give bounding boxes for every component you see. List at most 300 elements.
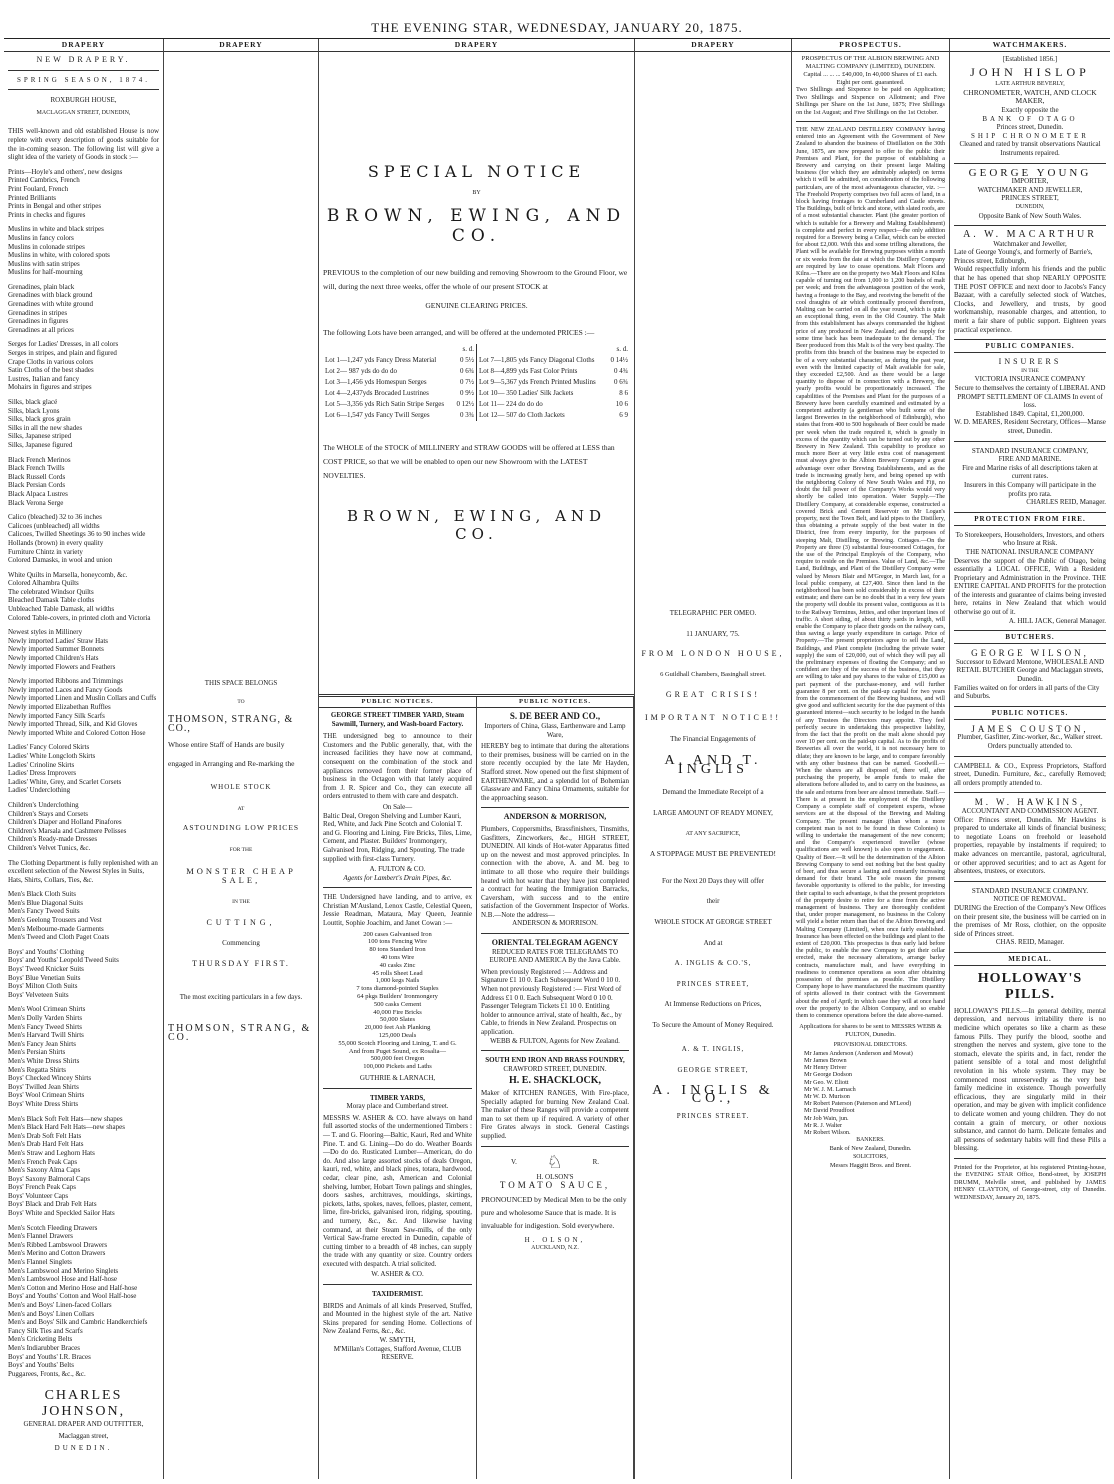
ad-line: At Immense Reductions on Prices, xyxy=(664,1000,762,1009)
ad-line: Established 1849. Capital, £1,200,000. xyxy=(975,409,1085,418)
goods-item: Men's Scotch Fleeding Drawers xyxy=(8,1223,98,1232)
ad-line: STANDARD INSURANCE COMPANY, xyxy=(971,446,1089,455)
goods-item: Silks, black gros grain xyxy=(8,415,71,424)
goods-group xyxy=(8,456,159,508)
goods-item: Newly imported Ribbons and Trimmings xyxy=(8,677,124,686)
ad-line: SHIP CHRONOMETER xyxy=(971,131,1089,140)
goods-item: Boys' and Youths' I.R. Braces xyxy=(8,1352,91,1361)
item-line: 40,000 Fire Bricks xyxy=(373,1008,422,1016)
goods-item: Silks, Japanese figured xyxy=(8,440,73,449)
goods-item: Men's and Boys' Linen Collars xyxy=(8,1309,95,1318)
item-line: 500 casks Cement xyxy=(373,1000,422,1008)
goods-item: Men's and Boys' Silk and Cambric Handkerchiefs xyxy=(8,1318,148,1327)
item-line: 40 tons Wire xyxy=(380,954,415,962)
ad-line: CHARLES REID, Manager. xyxy=(1026,498,1106,507)
column-heading: PUBLIC NOTICES. xyxy=(319,697,476,708)
coat-of-arms-icon: ♘ xyxy=(546,1151,563,1173)
goods-item: Men's Merino and Cotton Drawers xyxy=(8,1249,106,1258)
ad-line: The Financial Engagements of xyxy=(670,734,756,743)
goods-item: Men's French Peak Caps xyxy=(8,1157,78,1166)
goods-item: Boys' Blue Venetian Suits xyxy=(8,973,81,982)
goods-item: Boys' Tweed Knicker Suits xyxy=(8,965,84,974)
goods-item: Printed Brilliants xyxy=(8,193,57,202)
sd-label: s. d. xyxy=(462,345,474,354)
notice-title: S. DE BEER AND CO., xyxy=(509,711,601,721)
goods-item: Newest styles in Millinery xyxy=(8,628,83,637)
inglis-ad xyxy=(639,609,787,1120)
item-line: 80 tons Standard Iron xyxy=(369,946,426,954)
ad-line: Fire and Marine risks of all descriptions taken at current rates. xyxy=(962,463,1098,481)
goods-item: Newly imported Elizabethan Ruffles xyxy=(8,703,111,711)
clearing-prices: GENUINE CLEARING PRICES. xyxy=(425,300,528,310)
goods-item: Men's Black Soft Felt Hats—new shapes xyxy=(8,1114,123,1123)
goods-item: Men's Flannel Singlets xyxy=(8,1258,72,1267)
ad-line: A STOPPAGE MUST BE PREVENTED! xyxy=(649,849,777,859)
lot-row xyxy=(323,366,476,377)
column-heading: PUBLIC NOTICES. xyxy=(477,697,633,708)
notice-body: THE Undersigned have landing, and to arrive, ex Christian M'Ausland, Lenox Castle, Celestial Queen, Jessie Readman, Mataura, May Queen, Jeannie Louttit, Sophie Joachim, and Janet Cowan :— xyxy=(323,893,472,928)
goods-item: White Quilts in Marsella, honeycomb, &c. xyxy=(8,570,128,579)
lot-name: Lot 10— 350 Ladies' Silk Jackets xyxy=(479,389,574,398)
prospectus-title: PROSPECTUS OF THE ALBION BREWING AND MALTING COMPANY (LIMITED), DUNEDIN. xyxy=(801,55,940,70)
lot-price: 0 4¾ xyxy=(614,367,628,376)
lot-name: Lot 9—5,367 yds French Printed Muslins xyxy=(479,378,596,387)
goods-group xyxy=(8,225,159,277)
notice-title: ORIENTAL TELEGRAM AGENCY xyxy=(491,938,619,948)
ad-line: THIS SPACE BELONGS xyxy=(204,679,278,687)
ad-line: VICTORIA INSURANCE COMPANY xyxy=(974,375,1086,384)
goods-item: Newly imported Flowers and Feathers xyxy=(8,662,116,671)
goods-item: Boys' Checked Wincey Shirts xyxy=(8,1074,92,1083)
goods-group xyxy=(8,859,159,885)
notice-body: Plumbers, Coppersmiths, Brassfinishers, Tinsmiths, Gasfitters, Zincworkers, &c., HIGH STREET, DUNEDIN. All kinds of Hot-water Apparatus fitted up on the newest and most approved principles. In connection with the above, A. and M. beg to intimate to all those who require their buildings heated with hot water that they have just completed a contract for heating the Immigration Barracks, Caversham, with success and to the entire satisfaction of the Government Inspector of Works. N.B.—Note the address— xyxy=(481,824,629,919)
goods-item: Boys' French Peak Caps xyxy=(8,1183,76,1192)
goods-item: Men's Melbourne-made Garments xyxy=(8,924,104,933)
ad-title: NEW DRAPERY. xyxy=(36,55,131,64)
royal-crest xyxy=(481,1152,629,1173)
goods-item: Black Alpaca Lustres xyxy=(8,489,68,498)
goods-item: Ladies' Underclothing xyxy=(8,786,71,795)
section-heading: PUBLIC NOTICES. xyxy=(954,706,1106,720)
firm-name: BROWN, EWING, AND CO. xyxy=(326,205,627,246)
notice-signature-sub: M'Millan's Cottages, Stafford Avenue, CLUB RESERVE. xyxy=(333,1344,462,1362)
goods-group xyxy=(8,398,159,450)
prospectus-body: THE NEW ZEALAND DISTILLERY COMPANY having entered into an Agreement with the Government of New Zealand to abandon the business of Distillation on the 30th June, 1875, are now prepared to offer to the public their Premises and Plant, for the purpose of establishing a Brewery and carrying on their present large Malting business (for which they are admirably adapted) on terms which it will be admitted, on consideration of the following particulars, are of the most advantageous character, viz. :— The Freehold Property comprises two full acres of land, in a block having frontages to Cumberland and Castle streets. The Buildings, built of brick and stone, with slated roofs, are of a most substantial character. Plant (the greater portion of which is suitable for a Brewery and Malting Establishment) is complete and perfect in every respect—the only addition required for a Brewery being a Cellar, which can be erected for about £2,000. With this and some trifling alterations, the Plant will be available for Brewing purposes within a month or six weeks from the date at which the Distillery Company are required by law to cease operations. Malt Floors and Kilns.—There are on the property two Malt Floors and Kilns capable of turning out from 1,000 to 1,200 bushels of malt per week; and from the advantageous position of the work, having a frontage to the Bay, and receiving the benefit of the cool draughts of air which continually proceed therefrom, Malting can be carried on all the year round, which is quite an exceptional thing, even in the Old Country. The Malt from this establishment has always commanded the highest price of any produced in New Zealand; and the supply for some time back has been inadequate to the demand. The Beer produced from this Malt is of the very best quality. The profits from this branch of the business may be expected to be of a very substantial character, as during the past year, even with the limited capacity of Malt available for sale, they exceeded £2,500. And as there would be a large quantity to dispose of in connection with a Brewery, the yearly profits would be proportionately increased. The capabilities of the Premises and Plant for the purposes of a Brewery have been carefully examined and estimated by a competent authority (a gentleman who built some of the largest Breweries in the neighborhood of Edinburgh), who states that from 400 to 500 hogsheads of Beer could be made per week when the trade required it, which is greatly in excess of the quantity which can be turned out by any other Brewery in New Zealand. This capability to produce so much more Beer at very little extra cost of management must always give to the Albion Brewery Company a great advantage over other Brewing Establishments, and as the trade is increasing greatly here, and being opened up with the neighboring Colony of New South Wales and Fiji, no doubt the full power of the Company's Works would very shortly be called into operation. Water Supply.—The Distillery Company, at considerable expense, constructed a covered Brick and Cement Reservoir on Mr Logan's property, next the Town Belt, and laid pipes to the Distillery, thus obtaining a private supply of the best water in the District, free from every impurity, for the purposes of steeping Malt, Distilling, or Brewing. Cottages.—On the Property are three (3) substantial four-roomed Cottages, for the use of the Principal Employés of the Company, who require to reside on the Premises. Value of Land, &c.—The Land, Buildings, and Plant of the Distillery Company were valued by Messrs Blair and M'Gregor, in March last, for a local public company, at £27,400. Since then land in the neighborhood has been sold considerably in excess of their estimate; and there can be no doubt that in a very few years the property will double its present value, contiguous as it is to the Railway Terminus, Jetties, and other important lines of traffic. A short siding, of about thirty yards in length, will enable the Company to place their goods on the railway cars, thus saving a large yearly expenditure in cartage. Price of Property.—The present proprietors agree to sell the Land, Buildings, and Plant complete (including the private water supply) the sum of £20,000, out of which they will pay all the preliminary expenses of floating the Company; and so confident are they of the success of the business, that they are willing to take and pay shares to the value of £15,000 as part payment of the purchase-money, and will further guarantee 8 per cent. on the paid-up capital for two years from the commencement of the Brewing business, and will give good and sufficient security for the due payment of this guaranteed interest—such security to be lodged in the hands of any Trustees the Directors may appoint. They feel perfectly secure in undertaking this prospective liability, from the fact that the profit on the malt alone should pay over 10 per cent. on the paid-up capital. As to the profits of Breweries all over the world, it is not necessary here to dilate; they are known to be large, and to compare favorably with any other business that can be named. Goodwill.—When the shares are all disposed of, there will, after purchasing the property, be ample funds to make the alterations before alluded to, and to carry on the business, as the sale and returns from beer are almost immediate. Staff.—There is at present in the employment of the Distillery Company a complete staff of competent experts, whose services are at the disposal of the Brewing and Malting Company. The present manager (than whom a more competent man is not to be found in these Colonies) is willing to undertake the management of the new concern; and the Company's experienced traveller (whose qualifications are well known) is also open to engagement. Quality of Beer.—It will be the determination of the Albion Brewing Company to send out nothing but the best quality of beer, and thus secure a lasting and constantly increasing demand for their brand. The sole reason the present favorable opportunity is offered to the public, for investing their capital to such advantage, is that the present proprietors of the property desire to retire for a time from the active management of business. They are thoroughly confident that, under proper management, no business in the Colony will yield a better return than that of the Albion Brewing and Malting Company (Limited), when once fairly established. Insurance has been effected on the buildings and plant to the extent of £20,000. This prospectus is thus early laid before the public, to enable the new Company to get their cellar erected, make the necessary alterations, arrange barley contracts, manufacture malt, and have everything in readiness to commence operations as soon after obtaining possession of the premises as possible. The Distillery Company hope to have manufactured the maximum quantity of spirits allowed in their contract with the Government about the end of April; in which case they will at once hand over the property to the Albion Company, and so enable them to commence operations before the date above-named. xyxy=(796,127,945,1019)
lots-intro: The following Lots have been arranged, and will be offered at the undernoted PRICES :— xyxy=(323,328,595,338)
lot-price: 6 9 xyxy=(619,411,628,420)
ad-line: Exactly opposite the xyxy=(1001,105,1059,114)
lot-price: 0 5½ xyxy=(460,356,474,365)
ad-line: A. HILL JACK, General Manager. xyxy=(1008,616,1106,625)
lot-name: Lot 3—1,456 yds Homespun Serges xyxy=(325,378,427,387)
goods-item: Men's Dolly Varden Shirts xyxy=(8,1014,83,1022)
lot-price: 0 6¾ xyxy=(614,378,628,387)
director-name: Mr David Proudfoot xyxy=(804,1107,855,1115)
goods-item: Boys' Twilled Jean Shirts xyxy=(8,1082,79,1091)
ad-line: Whose entire Staff of Hands are busily xyxy=(168,740,285,750)
ad-line: 11 JANUARY, '75. xyxy=(686,629,740,638)
ad-body: Would respectfully inform his friends and the public that he has opened that shop NEARLY OPPOSITE THE POST OFFICE and next door to Jacobs's Fancy Bazaar, with a carefully selected stock of Watches, Clocks, and Jewellery, and trusts, by good workmanship, reasonable charges, and attention, to merit a fair share of public support. Eighteen years practical experience. xyxy=(954,265,1106,334)
goods-item: Men's Persian Shirts xyxy=(8,1048,66,1057)
lots-header-spacer xyxy=(477,344,607,355)
column-drapery-3 xyxy=(319,39,634,1479)
column-drapery-1 xyxy=(4,39,164,1479)
goods-item: Muslins in fancy colors xyxy=(8,233,74,242)
ad-line: Opposite Bank of New South Wales. xyxy=(978,211,1082,220)
masthead-title: THE EVENING STAR, WEDNESDAY, JANUARY 20, 1875. xyxy=(371,20,743,35)
item-line: 7 tons diamond-pointed Staples xyxy=(356,985,439,993)
goods-item: Black Persian Cords xyxy=(8,481,66,490)
lot-price: 0 6¾ xyxy=(460,367,474,376)
item-line: And from Puget Sound, ex Rosalia— xyxy=(348,1047,447,1055)
lot-row xyxy=(323,410,476,421)
goods-item: Ladies' Crinoline Skirts xyxy=(8,760,75,769)
ad-line: FIRE AND MARINE. xyxy=(998,455,1062,464)
goods-item: Colored Table-covers, in printed cloth and Victoria xyxy=(8,613,151,622)
goods-item: Ladies' Dress Improvers xyxy=(8,769,77,778)
public-notices-left xyxy=(319,697,477,1479)
advertiser-name: GEORGE WILSON, xyxy=(971,648,1089,659)
ad-line: FROM LONDON HOUSE, xyxy=(641,649,785,659)
notice-subheading: On Sale— xyxy=(382,802,413,811)
notice-signature: H. OLSON, xyxy=(524,1235,586,1244)
goods-group xyxy=(8,1224,159,1379)
ad-line: TELEGRAPHIC PER OMEO. xyxy=(669,609,757,617)
holloway-title: HOLLOWAY'S PILLS. xyxy=(977,970,1083,1002)
director-name: Mr James Brown xyxy=(804,1056,847,1064)
ad-line: A. AND T. INGLIS xyxy=(664,753,762,777)
signature-title: GENERAL DRAPER AND OUTFITTER, xyxy=(23,1420,144,1429)
goods-item: Men's Regatta Shirts xyxy=(8,1065,67,1074)
section-heading: MEDICAL. xyxy=(954,952,1106,966)
goods-item: Black Russell Cords xyxy=(8,472,66,481)
lots-header-row xyxy=(323,344,476,355)
goods-item: Serges for Ladies' Dresses, in all colors xyxy=(8,340,119,349)
notice-title: TIMBER YARDS, xyxy=(369,1093,426,1102)
goods-item: Boys' and Youths' Cotton and Wool Half-hose xyxy=(8,1292,137,1301)
column-heading: DRAPERY xyxy=(635,39,791,52)
goods-item: Men's Flannel Drawers xyxy=(8,1232,74,1241)
notice-body: THE undersigned beg to announce to their Customers and the Public generally, that, with the increased facilities they have now at command, consequent on the combination of the stock and appliances removed from their former place of business in the Octagon with that lately acquired from J. R. Spicer and Co., they can execute all orders entrusted to them with care and despatch. xyxy=(323,732,472,801)
ad-line: GEORGE STREET, xyxy=(677,1066,749,1075)
goods-group xyxy=(8,801,159,853)
goods-item: Colored Alhambra Quilts xyxy=(8,579,79,588)
ad-body: Secure to themselves the certainty of LIBERAL AND PROMPT SETTLEMENT OF CLAIMS In event of loss. xyxy=(954,384,1106,410)
ad-line: Demand the Immediate Receipt of a xyxy=(662,788,764,797)
lot-row xyxy=(477,410,630,421)
lot-price: 8 6 xyxy=(619,389,628,398)
lots-header-spacer xyxy=(323,344,453,355)
goods-item: Prints in checks and figures xyxy=(8,210,86,219)
crest-letter-r: R. xyxy=(592,1157,599,1166)
goods-item: Satin Cloths of the best shades xyxy=(8,366,94,375)
goods-item: Bleached Damask Table cloths xyxy=(8,596,95,605)
ad-line: BANK OF OTAGO xyxy=(982,114,1078,123)
crest-letter-v: V. xyxy=(511,1157,517,1166)
lot-name: Lot 6—1,547 yds Fancy Twill Serges xyxy=(325,411,430,420)
goods-item: Men's Cricketing Belts xyxy=(8,1335,73,1344)
goods-item: Lustres, Italian and fancy xyxy=(8,374,80,383)
ad-body: CAMPBELL & CO., Express Proprietors, Stafford street, Dunedin. Furniture, &c., carefully Removed; all orders promptly attended to. xyxy=(954,761,1106,787)
lots-header-row xyxy=(477,344,630,355)
ad-line: WATCHMAKER AND JEWELLER, xyxy=(977,185,1083,194)
goods-item: Printed Cambrics, French xyxy=(8,176,80,185)
notice-signature: W. ASHER & CO. xyxy=(371,1270,424,1279)
special-notice-heading: SPECIAL NOTICE xyxy=(367,162,586,181)
goods-item: Puggarees, Fronts, &c., &c. xyxy=(8,1369,86,1378)
director-name: Mr W. J. M. Larnach xyxy=(804,1085,856,1093)
notice-title: GEORGE STREET TIMBER YARD, Steam Sawmill, Turnery, and Wash-board Factory. xyxy=(330,711,465,728)
ad-line: THOMSON, STRANG, & CO. xyxy=(168,1023,312,1043)
ad-line: IMPORTER, xyxy=(1011,177,1049,186)
notice-subheading: CRAWFORD STREET, DUNEDIN. xyxy=(503,1064,607,1073)
column-drapery-4 xyxy=(634,39,792,1479)
goods-item: Men's Fancy Tweed Suits xyxy=(8,907,80,916)
ad-line: CHRONOMETER, WATCH, AND CLOCK MAKER, xyxy=(963,87,1097,106)
goods-item: Silks in all the new shades xyxy=(8,423,83,432)
ad-season: SPRING SEASON, 1874. xyxy=(16,75,151,84)
lot-name: Lot 12— 507 do Cloth Jackets xyxy=(479,411,565,420)
goods-item: Men's Straw and Leghorn Hats xyxy=(8,1148,95,1157)
section-heading: PROTECTION FROM FIRE. xyxy=(954,512,1106,526)
goods-item: Calicoes (unbleached) all widths xyxy=(8,521,100,530)
ad-line: A. INGLIS & CO., xyxy=(652,1082,774,1107)
notice-title: H. E. SHACKLOCK, xyxy=(509,1075,601,1087)
lot-price: 0 12½ xyxy=(456,400,474,409)
bankers-heading: BANKERS. xyxy=(856,1137,885,1144)
notice-title: ANDERSON & MORRISON, xyxy=(503,812,607,822)
section-heading: BUTCHERS. xyxy=(954,630,1106,644)
ad-line: PRINCES STREET. xyxy=(676,1111,750,1120)
goods-item: Newly imported Fancy Silk Scarfs xyxy=(8,711,105,720)
goods-item: Fancy Silk Ties and Scarfs xyxy=(8,1326,83,1335)
ad-line: MONSTER CHEAP SALE, xyxy=(186,865,296,885)
ad-line: STANDARD INSURANCE COMPANY. xyxy=(971,886,1089,895)
goods-item: Prints in Bengal and other stripes xyxy=(8,202,102,211)
ad-line: W. D. MEARES, Resident Secretary, Offices—Manse street, Dunedin. xyxy=(954,418,1106,435)
item-line: 1,000 kegs Nails xyxy=(375,977,420,985)
goods-item: Men's Fancy Tweed Shirts xyxy=(8,1022,82,1031)
notice-title: TAXIDERMIST. xyxy=(372,1290,423,1299)
ad-line: For the Next 20 Days they will offer xyxy=(662,876,764,885)
goods-item: Men's Indiarubber Braces xyxy=(8,1343,81,1352)
goods-item: Print Foulard, French xyxy=(8,184,69,193)
notice-signature: A. FULTON & CO. xyxy=(369,865,426,874)
ad-line: WHOLE STOCK xyxy=(210,782,272,791)
goods-item: Men's Lambswool Hose and Half-hose xyxy=(8,1275,117,1284)
lot-name: Lot 8—4,899 yds Fast Color Prints xyxy=(479,367,578,376)
brown-ewing-ad xyxy=(323,162,630,722)
bankers: Bank of New Zealand, Dunedin. xyxy=(829,1144,912,1152)
goods-item: Ladies' White, Grey, and Scarlet Corsets xyxy=(8,777,122,786)
lot-row xyxy=(477,355,630,366)
advertiser-name: M. W. HAWKINS, xyxy=(974,797,1086,808)
advertiser-name: JAMES COUSTON, xyxy=(971,723,1089,734)
ad-line: WHOLE STOCK AT GEORGE STREET xyxy=(654,917,772,926)
lot-name: Lot 4—2,437yds Brocaded Lustrines xyxy=(325,389,429,398)
ad-line: Princes street, Dunedin. xyxy=(996,123,1064,132)
goods-item: Boys' Velveteen Suits xyxy=(8,990,69,999)
signature-street: Maclaggan street, xyxy=(58,1431,109,1440)
ad-line: And at xyxy=(703,938,723,947)
item-line: 64 pkgs Builders' Ironmongery xyxy=(357,993,438,1001)
ad-street: MACLAGGAN STREET, DUNEDIN, xyxy=(36,109,131,116)
ad-line: To Secure the Amount of Money Required. xyxy=(652,1020,774,1029)
item-line: 200 cases Galvanised Iron xyxy=(363,930,432,938)
prospectus-capital: Capital ... ... ... £40,000, In 40,000 Shares of £1 each. Eight per cent. guaranteed. xyxy=(803,71,938,86)
goods-item: Hollands (brown) in every quality xyxy=(8,538,104,547)
ad-line: ASTOUNDING LOW PRICES xyxy=(182,822,300,832)
ad-line: Commencing xyxy=(222,939,260,948)
notice-signature-sub: AUCKLAND, N.Z. xyxy=(531,1245,579,1252)
notice-subheading: Moray place and Cumberland street. xyxy=(346,1102,449,1111)
goods-item: Grenadines in figures xyxy=(8,317,69,326)
notice-body: MESSRS W. ASHER & CO. have always on hand full assorted stocks of the undermentioned Timbers :— T. and G. Flooring—Baltic, Kauri, Red and White Pine. T. and G. Lining—Do do do. Weather Boards—Do do do. Rusticated Lumber—American, do do do. And also large assorted stocks of deals Oregon, kauri, red, white, and black pines, totara, hardwood, cedar, clear pine, ash, American and Colonial shelving, lumber, Hobart Town palings and shingles, doors sashes, architraves, mouldings, skirtings, pickets, laths, spokes, naves, felloes, plaster, cement, lime, fire-bricks, galvanised iron, ridging, spouting, and turnery, &c., &c. And likewise having command, at their Steam Saw-mills, of the only Vertical Saw-frame erected in Dunedin, capable of cutting timber to a breadth of 48 inches, can supply the trade with any quantity or size. Country orders executed with despatch. A trial solicited. xyxy=(323,1113,472,1268)
goods-item: Crape Cloths in various colors xyxy=(8,357,94,366)
notice-body: BIRDS and Animals of all kinds Preserved, Stuffed, and Mounted in the highest style of the art. Native Skins prepared for sending Home. Collections of New Zealand Ferns, &c., &c. xyxy=(323,1301,472,1336)
goods-item: Children's Diaper and Holland Pinafores xyxy=(8,818,122,827)
ad-body: Office: Princes street, Dunedin. Mr Hawkins is prepared to undertake all kinds of financial business; to negotiate Loans on freehold or leasehold properties, repayable by instalments if required; to make advances on mercantile, pastoral, agricultural, or other approved securities; and to act as Agent for absentees, trustees, or executors. xyxy=(954,815,1106,876)
goods-item: Black Verona Serge xyxy=(8,498,64,507)
goods-item: Men's Black Hard Felt Hats—new shapes xyxy=(8,1123,125,1132)
ad-body: Plumber, Gasfitter, Zinc-worker, &c., Walker street. Orders punctually attended to. xyxy=(957,733,1103,750)
item-line: 55,000 Scotch Flooring and Lining, T. and G. xyxy=(338,1039,457,1047)
goods-item: Children's Velvet Tunics, &c. xyxy=(8,843,91,852)
goods-item: Boys' Milton Cloth Suits xyxy=(8,982,78,991)
lot-price: 10 6 xyxy=(615,400,628,409)
column-heading: DRAPERY xyxy=(164,39,318,52)
directors-list xyxy=(796,1050,945,1136)
ad-line: Watchmaker and Jeweller, xyxy=(993,239,1067,248)
director-name: Mr Geo. W. Eliott xyxy=(804,1078,849,1086)
notice-subheading: Importers of China, Glass, Earthenware and Lamp Ware, xyxy=(484,722,626,739)
lots-table xyxy=(323,344,630,421)
ad-line: Late of George Young's, and formerly of Barrie's, Princes street, Edinburgh, xyxy=(954,248,1093,265)
goods-item: Children's Underclothing xyxy=(8,800,79,809)
goods-list xyxy=(8,168,159,1379)
ad-line: THE NATIONAL INSURANCE COMPANY xyxy=(965,547,1095,556)
by-label: BY xyxy=(472,190,481,196)
goods-group xyxy=(8,168,159,220)
ad-line: To Storekeepers, Householders, Investors, and others who Insure at Risk. xyxy=(955,530,1105,548)
printer-imprint: Printed for the Proprietor, at his registered Printing-house, the EVENING STAR Office, Bond-street, by JOSEPH DRUMM, Melville street, and published by JAMES HENRY CLAYTON, of George-street, city of Dunedin. WEDNESDAY, January 20, 1875. xyxy=(954,1163,1106,1201)
goods-item: Silks, black Lyons xyxy=(8,406,60,415)
notice-body: PRONOUNCED by Medical Men to be the only pure and wholesome Sauce that is made. It is invaluable for indigestion. Sold everywhere. xyxy=(481,1194,627,1230)
sd-label: s. d. xyxy=(616,345,628,354)
goods-item: Boys' White Dress Shirts xyxy=(8,1099,79,1108)
item-line: 500,000 feet Oregon xyxy=(370,1055,425,1063)
notice-title: SOUTH END IRON AND BRASS FOUNDRY, xyxy=(485,1056,625,1065)
section-heading: PUBLIC COMPANIES. xyxy=(954,339,1106,353)
goods-item: Muslins in white, with colored spots xyxy=(8,251,110,260)
notice-body: Maker of KITCHEN RANGES, With Fire-place, Specially adapted for burning New Zealand Coal. The maker of these Ranges will provide a competent man to set them up if required. A variety of other Fire Grates always in stock. General Castings supplied. xyxy=(481,1088,629,1140)
signature-city: DUNEDIN. xyxy=(54,1443,113,1452)
notice-signature: WEBB & FULTON, Agents for New Zealand. xyxy=(490,1036,620,1045)
notice-signature: W. SMYTH, xyxy=(379,1336,416,1345)
item-line: 40 casks Zinc xyxy=(379,961,416,969)
goods-item: The celebrated Windsor Quilts xyxy=(8,587,94,596)
ad-line: THURSDAY FIRST. xyxy=(192,958,290,968)
goods-item: Men's Lambswool and Merino Singlets xyxy=(8,1266,119,1275)
lot-row xyxy=(323,377,476,388)
goods-item: Men's and Boys' Linen-faced Collars xyxy=(8,1301,112,1309)
newspaper-page xyxy=(4,38,1110,1479)
goods-item: Men's Wool Crimean Shirts xyxy=(8,1005,86,1014)
lot-price: 0 7½ xyxy=(460,378,474,387)
goods-item: Grenadines at all prices xyxy=(8,325,74,334)
notice-title: H. OLSON'S xyxy=(536,1172,574,1181)
public-notices-area xyxy=(319,694,634,1479)
director-name: Mr Robert Paterson (Paterson and M'Leod) xyxy=(804,1100,912,1108)
notice-title: TOMATO SAUCE, xyxy=(499,1180,611,1191)
ad-house: ROXBURGH HOUSE, xyxy=(50,96,117,105)
goods-item: Men's Cotton and Merino Hose and Half-hose xyxy=(8,1283,138,1292)
goods-item: Men's Harvard Twill Shirts xyxy=(8,1031,84,1040)
notice-subheading: REDUCED RATES FOR TELEGRAMS TO EUROPE AND AMERICA By the Java Cable. xyxy=(489,947,621,965)
lot-name: Lot 1—1,247 yds Fancy Dress Material xyxy=(325,356,437,365)
ad-line: ACCOUNTANT AND COMMISSION AGENT. xyxy=(961,806,1099,815)
goods-item: Children's Marsala and Cashmere Pelisses xyxy=(8,826,127,835)
goods-item: Muslins with satin stripes xyxy=(8,259,80,268)
lot-price: 0 9½ xyxy=(460,389,474,398)
ad-line: CUTTING, xyxy=(206,917,276,927)
director-name: Mr George Dodson xyxy=(804,1071,853,1079)
lot-name: Lot 11— 224 do do do xyxy=(479,400,543,409)
ad-line: PRINCES STREET, xyxy=(676,979,750,988)
millinery-paragraph: The WHOLE of the STOCK of MILLINERY and STRAW GOODS will be offered at LESS than COST PRICE, so that we will be enabled to open our new Showroom with the LATEST NOVELTIES. xyxy=(323,443,615,481)
item-line: 100 tons Fencing Wire xyxy=(367,938,427,946)
lot-row xyxy=(477,377,630,388)
ad-line: DUNEDIN, xyxy=(1015,203,1045,210)
lot-name: Lot 7—1,805 yds Fancy Diagonal Cloths xyxy=(479,356,595,365)
ad-line: AT xyxy=(237,806,245,813)
column-heading: WATCHMAKERS. xyxy=(950,39,1110,52)
ad-body: HOLLOWAY'S PILLS.—In general debility, mental depression, and nervous irritability there is no medicine which operates so like a charm as these famous Pills. They purify the blood, soothe and strengthen the nerves and system, give tone to the stomach, elevate the spirits and, in fact, render the patient sensible of a total and most delightful revolution in his whole system. They may be commenced most unreservedly as the very best family medicine in existence. Though powerfully efficacious, they are singularly mild in their operation, and may be given with implicit confidence to delicate women and young children. They do not contain a grain of mercury, or other noxious substance, and cannot do harm. Delicate females and all persons of sedentary habits will find these Pills a blessing. xyxy=(954,1006,1106,1153)
goods-item: Muslins for half-mourning xyxy=(8,268,83,277)
ad-line: IN THE xyxy=(1021,367,1039,374)
notice-body: HEREBY beg to intimate that during the alterations to their premises, business will be carried on in the store recently occupied by the late Mr Hayden, Stafford street. Now opened out the first shipment of EARTHENWARE, and a splendid lot of Bohemian Glassware and Fancy China Ornaments, suitable for the approaching season. xyxy=(481,742,629,802)
goods-item: Men's White Dress Shirts xyxy=(8,1056,80,1065)
ad-line: INSURERS xyxy=(998,357,1062,367)
goods-group xyxy=(8,890,159,942)
ad-intro: THIS well-known and old established House is now replete with every description of goods suitable for the in-coming season. The following list will give a slight idea of the variety of Goods in stock :— xyxy=(8,127,159,162)
ad-body: DURING the Erection of the Company's New Offices on their present site, the business will be carried on in the premises of Mr Ross, clothier, on the opposite side of Princes street. xyxy=(954,903,1106,938)
goods-item: Black French Merinos xyxy=(8,455,71,464)
advertiser-name: JOHN HISLOP xyxy=(970,64,1090,79)
ad-line: GREAT CRISIS! xyxy=(665,690,761,700)
ad-line: PRINCES STREET, xyxy=(1001,194,1059,203)
goods-item: Newly imported White and Colored Cotton Hose xyxy=(8,728,146,737)
goods-group xyxy=(8,571,159,623)
goods-item: Men's Blue Diagonal Suits xyxy=(8,898,83,907)
item-line: 125,000 Deals xyxy=(378,1032,417,1040)
goods-item: Calicoes, Twilled Sheetings 36 to 90 inches wide xyxy=(8,530,146,539)
notice-body: Baltic Deal, Oregon Shelving and Lumber Kauri, Red, White, and Jack Pine Scotch and Colonial T. and G. Flooring and Lining. Fire Bricks, Tiles, Lime, Cement, and Plaster. Builders' Ironmongery, Galvanised Iron, Ridging, and Spouting. The trade supplied with first-class Turnery. xyxy=(323,811,472,863)
ad-line: LATE ARTHUR BEVERLY, xyxy=(995,81,1065,88)
lot-row xyxy=(477,388,630,399)
column-drapery-2 xyxy=(164,39,319,1479)
ad-line: THOMSON, STRANG, & CO., xyxy=(168,714,294,734)
ad-line: IMPORTANT NOTICE!! xyxy=(644,712,782,722)
ad-line: IN THE xyxy=(232,899,250,906)
goods-item: Boys' and Youths' Leopold Tweed Suits xyxy=(8,956,119,965)
lot-name: Lot 2— 987 yds do do do xyxy=(325,367,397,376)
item-list xyxy=(323,931,472,1071)
goods-group xyxy=(8,948,159,1000)
goods-item: Calico (bleached) 32 to 36 inches xyxy=(8,513,102,522)
column-heading: PROSPECTUS. xyxy=(792,39,949,52)
established: [Established 1856.] xyxy=(1002,55,1058,63)
